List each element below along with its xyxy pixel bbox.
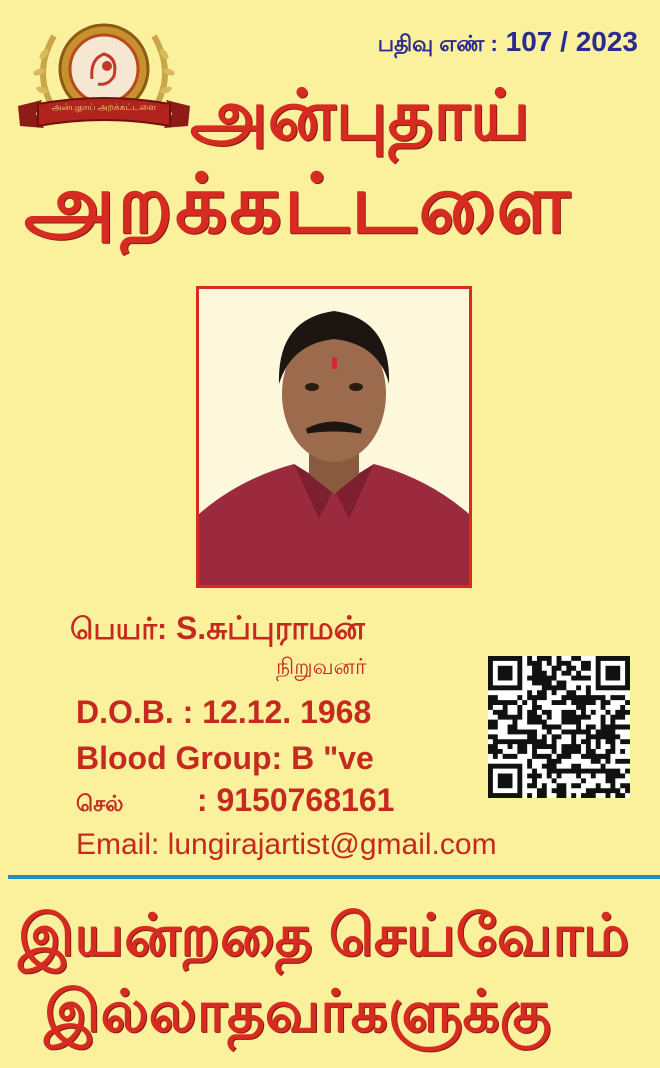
- registration-number: [378, 26, 638, 60]
- trust-logo: [14, 14, 194, 144]
- divider-line: [8, 875, 660, 879]
- registration-value: 107 / 2023: [505, 26, 638, 57]
- member-name: S.சுப்புராமன்: [175, 610, 365, 646]
- org-name-line2: அறக்கட்டளை: [24, 159, 572, 250]
- phone-label: செல்: [76, 791, 124, 816]
- member-role: நிறுவனர்: [276, 654, 367, 679]
- member-email: Email: lungirajartist@gmail.com: [76, 828, 497, 861]
- slogan-line2: இல்லாதவர்களுக்கு: [44, 979, 551, 1044]
- qr-code: [488, 656, 630, 798]
- logo-ribbon-text: அன்புதாய் அறக்கட்டளை: [51, 102, 157, 112]
- phone-number: : 9150768161: [196, 782, 395, 818]
- registration-label: பதிவு எண் :: [377, 31, 498, 56]
- member-photo: [196, 286, 472, 588]
- name-label: பெயர்:: [70, 613, 168, 646]
- member-blood-group: Blood Group: B "ve: [76, 740, 374, 776]
- member-dob: D.O.B. : 12.12. 1968: [76, 694, 372, 730]
- org-name-line1: அன்புதாய்: [190, 76, 530, 154]
- slogan-line1: இயன்றதை செய்வோம்: [18, 903, 630, 968]
- member-phone-row: [76, 782, 394, 820]
- member-name-row: [70, 610, 365, 651]
